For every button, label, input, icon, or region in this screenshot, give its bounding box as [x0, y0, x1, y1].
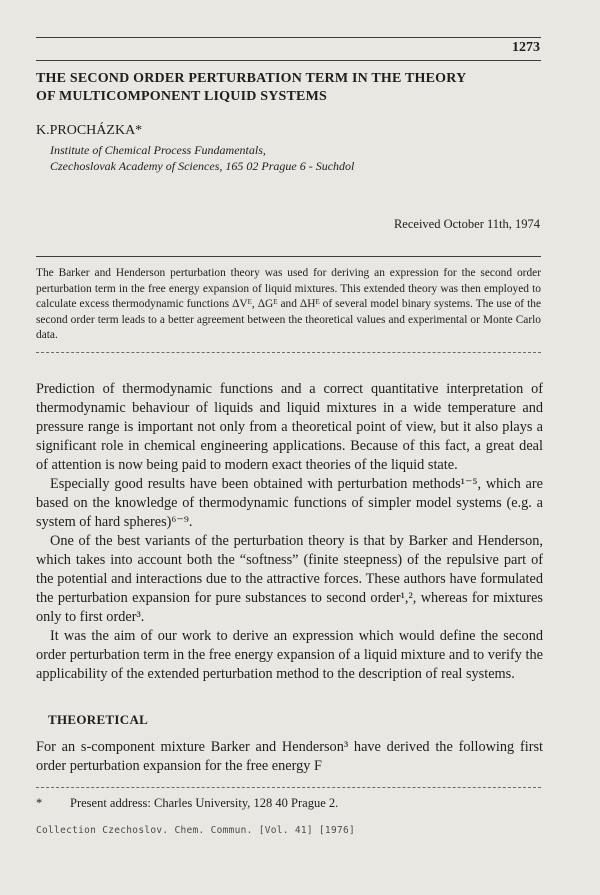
author-name: K.PROCHÁZKA* — [36, 123, 143, 138]
paragraph-4: It was the aim of our work to derive an expression which would define the second order perturbation term in the free energy expansion of a liquid mixture and to verify the applicability of the extended perturbation method to the description of real systems. — [36, 628, 543, 682]
page-number: 1273 — [512, 40, 540, 55]
abstract-rule-bottom — [36, 352, 541, 353]
title-line-1: THE SECOND ORDER PERTURBATION TERM IN THE THEORY — [36, 71, 467, 86]
affiliation — [50, 142, 354, 174]
abstract-text: The Barker and Henderson perturbation theory was used for deriving an expression for the second order perturbation term in the free energy expansion of liquid mixtures. This extended theory was then employed to calculate excess thermodynamic functions ΔVᴱ, ΔGᴱ and ΔHᴱ of several model binary systems. The use of the second order term leads to a better agreement between the theoretical values and experimental or Monte Carlo data. — [36, 267, 541, 341]
header-rule-top — [36, 37, 541, 38]
section-paragraph: For an s-component mixture Barker and Henderson³ have derived the following first order perturbation expansion for the free energy F — [36, 739, 543, 774]
footnote-marker: * — [36, 796, 43, 810]
affiliation-line-1: Institute of Chemical Process Fundamentals, — [50, 143, 266, 157]
received-date: Received October 11th, 1974 — [393, 217, 540, 231]
journal-citation: Collection Czechoslov. Chem. Commun. [Vol. 41] [1976] — [36, 825, 356, 836]
article-title — [36, 70, 556, 106]
footnote — [36, 796, 338, 811]
abstract-rule-top — [36, 256, 541, 257]
footnote-rule — [36, 787, 541, 788]
introduction — [36, 380, 543, 684]
affiliation-line-2: Czechoslovak Academy of Sciences, 165 02 Prague 6 - Suchdol — [50, 159, 355, 173]
footnote-text: Present address: Charles University, 128 40 Prague 2. — [70, 796, 339, 810]
paragraph-3: One of the best variants of the perturbation theory is that by Barker and Henderson, which takes into account both the “softness” (finite steepness) of the repulsive part of the potential and interactions due to the attractive forces. These authors have formulated the perturbation expansion for pure substances to second order¹,², whereas for mixtures only to first order³. — [36, 533, 543, 625]
title-line-2: OF MULTICOMPONENT LIQUID SYSTEMS — [36, 89, 327, 104]
paragraph-1: Prediction of thermodynamic functions and a correct quantitative interpretation of thermodynamic behaviour of liquids and liquid mixtures in a wide temperature and pressure range is important not only from a theoretical point of view, but it also plays a significant role in chemical engineering applications. Because of this fact, a great deal of attention is now being paid to modern exact theories of the liquid state. — [36, 381, 543, 473]
paragraph-2: Especially good results have been obtained with perturbation methods¹⁻⁵, which are based on the knowledge of thermodynamic functions of simpler model systems (e.g. a system of hard spheres)⁶⁻⁹. — [36, 476, 543, 530]
section-heading: THEORETICAL — [48, 712, 149, 727]
header-rule-bottom — [36, 60, 541, 61]
